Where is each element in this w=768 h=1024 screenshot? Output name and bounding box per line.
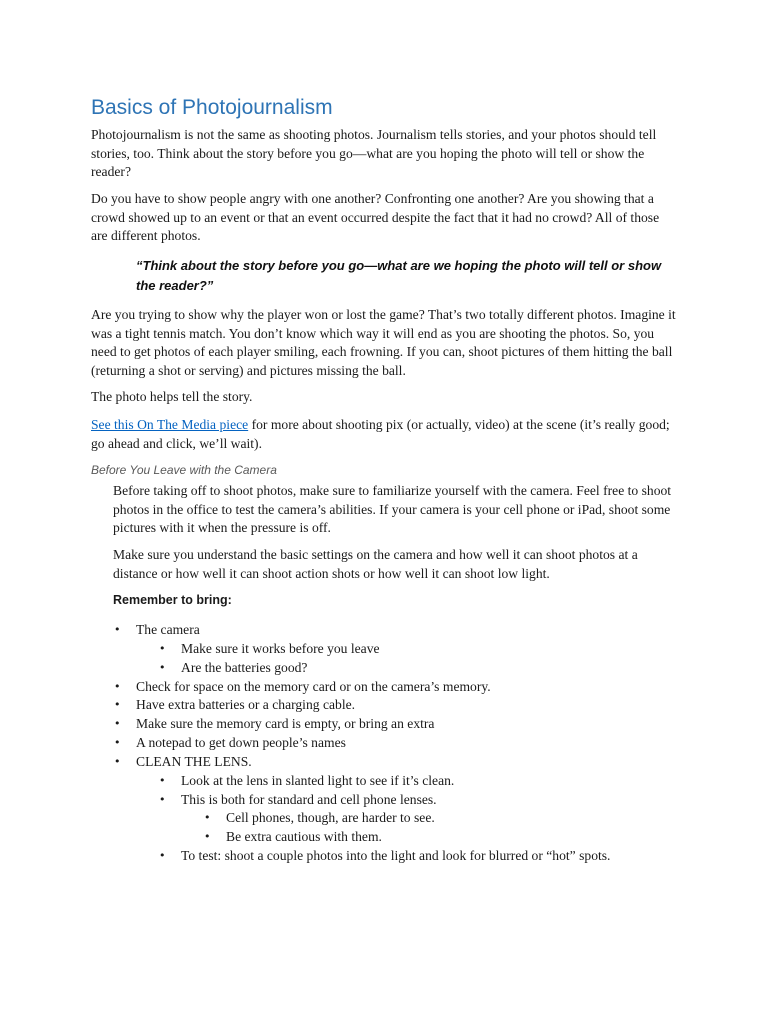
list-item bbox=[114, 678, 491, 696]
list-item bbox=[159, 640, 380, 658]
bullet-icon: • bbox=[114, 736, 121, 749]
bullet-icon: • bbox=[159, 849, 166, 862]
bullet-icon: • bbox=[114, 755, 121, 768]
paragraph-story: The photo helps tell the story. bbox=[91, 389, 253, 404]
paragraph-crowd: Do you have to show people angry with one another? Confronting one another? Are you showing that a crowd showed up to an event or that an event occurred despite the fact that it had no crowd? All of those are different photos. bbox=[91, 191, 660, 243]
list-item-text: Make sure it works before you leave bbox=[181, 641, 380, 656]
list-item-text: Cell phones, though, are harder to see. bbox=[226, 810, 435, 825]
list-item-text: A notepad to get down people’s names bbox=[136, 735, 346, 750]
list-item bbox=[204, 809, 435, 827]
bullet-icon: • bbox=[114, 717, 121, 730]
list-item bbox=[114, 753, 252, 771]
list-item bbox=[204, 828, 382, 846]
list-item-text: This is both for standard and cell phone lenses. bbox=[181, 792, 437, 807]
bullet-icon: • bbox=[204, 811, 211, 824]
bullet-icon: • bbox=[114, 623, 121, 636]
bullet-icon: • bbox=[114, 680, 121, 693]
list-item-text: Have extra batteries or a charging cable. bbox=[136, 697, 356, 712]
bullet-icon: • bbox=[159, 793, 166, 806]
list-item bbox=[159, 791, 437, 809]
list-item bbox=[159, 772, 455, 790]
list-item bbox=[114, 715, 435, 733]
list-item-text: Check for space on the memory card or on the camera’s memory. bbox=[136, 679, 491, 694]
list-item bbox=[114, 696, 356, 714]
list-item-text: To test: shoot a couple photos into the light and look for blurred or “hot” spots. bbox=[181, 848, 611, 863]
paragraph-settings: Make sure you understand the basic settings on the camera and how well it can shoot photos at a distance or how well it can shoot action shots or how well it can shoot low light. bbox=[113, 547, 638, 581]
list-item-text: Make sure the memory card is empty, or bring an extra bbox=[136, 716, 435, 731]
list-item bbox=[114, 621, 200, 639]
section-subheading: Before You Leave with the Camera bbox=[91, 463, 277, 477]
bullet-icon: • bbox=[114, 698, 121, 711]
paragraph-familiarize: Before taking off to shoot photos, make sure to familiarize yourself with the camera. Feel free to shoot photos in the office to test the camera’s abilities. If your camera is your cell phone or iPad, shoot some pictures with it when the pressure is off. bbox=[113, 483, 672, 535]
on-the-media-link[interactable]: See this On The Media piece bbox=[91, 417, 249, 432]
list-item-text: Be extra cautious with them. bbox=[226, 829, 382, 844]
bullet-icon: • bbox=[159, 774, 166, 787]
list-item-text: The camera bbox=[136, 622, 200, 637]
remember-label: Remember to bring: bbox=[113, 593, 232, 607]
list-item-text: CLEAN THE LENS. bbox=[136, 754, 252, 769]
list-item-text: Are the batteries good? bbox=[181, 660, 308, 675]
bullet-icon: • bbox=[159, 642, 166, 655]
paragraph-media-link bbox=[91, 416, 676, 453]
pull-quote: “Think about the story before you go—what are we hoping the photo will tell or show the reader?” bbox=[136, 258, 662, 293]
list-item bbox=[159, 847, 611, 865]
list-item bbox=[159, 659, 308, 677]
intro-paragraph: Photojournalism is not the same as shooting photos. Journalism tells stories, and your photos should tell stories, too. Think about the story before you go—what are you hoping the photo will tell or show the reader? bbox=[91, 127, 657, 179]
list-item bbox=[114, 734, 346, 752]
paragraph-tennis: Are you trying to show why the player won or lost the game? That’s two totally different photos. Imagine it was a tight tennis match. You don’t know which way it will end as you are shooting the photos. So, you need to get photos of each player smiling, each frowning. If you can, shoot pictures of them hitting the ball (returning a shot or serving) and pictures missing the ball. bbox=[91, 307, 676, 378]
list-item-text: Look at the lens in slanted light to see if it’s clean. bbox=[181, 773, 455, 788]
media-link-trailing-text: for more about shooting pix (or actually, video) at the scene (it’s really good; go ahead and click, we’ll wait). bbox=[91, 417, 670, 451]
bullet-icon: • bbox=[159, 661, 166, 674]
page-title: Basics of Photojournalism bbox=[91, 96, 333, 119]
bullet-icon: • bbox=[204, 830, 211, 843]
